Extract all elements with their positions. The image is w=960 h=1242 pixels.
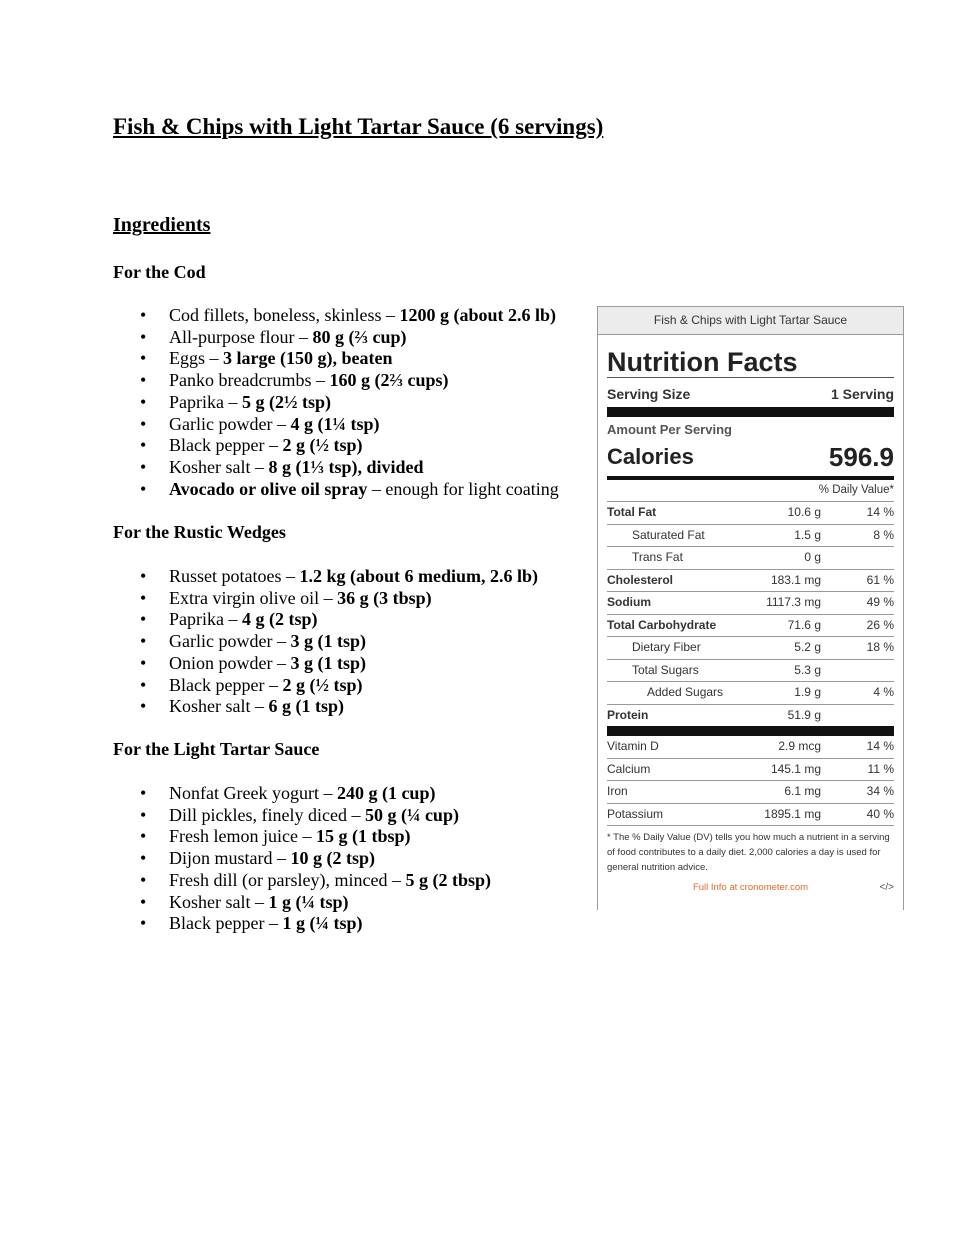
list-item — [113, 479, 593, 501]
ingredient-name: Kosher salt — [169, 456, 251, 477]
nutrient-name: Trans Fat — [632, 550, 683, 564]
list-item — [113, 913, 593, 935]
nutrient-row — [607, 681, 894, 704]
nutrition-facts-label — [597, 306, 904, 910]
vitamin-amount: 145.1 mg — [770, 761, 821, 776]
vitamin-amount: 6.1 mg — [784, 784, 821, 798]
vitamin-daily-value: 40 % — [866, 806, 894, 821]
separator: – — [250, 456, 269, 477]
nutrient-daily-value: 4 % — [873, 685, 894, 699]
ingredient-name: Cod fillets, boneless, skinless — [169, 305, 382, 325]
ingredient-quantity: 2 g (½ tsp) — [282, 435, 363, 456]
nutrient-name: Total Carbohydrate — [607, 617, 717, 632]
section-heading-cod: For the Cod — [113, 262, 206, 282]
full-info-row — [607, 882, 894, 893]
list-item — [113, 457, 593, 479]
nutrient-row — [607, 501, 894, 524]
ingredient-quantity: 1 g (¼ tsp) — [282, 913, 363, 934]
vitamin-name: Vitamin D — [607, 739, 659, 753]
ingredient-quantity: 80 g (⅔ cup) — [312, 326, 407, 347]
ingredient-name: Nonfat Greek yogurt — [169, 783, 319, 803]
separator: – — [281, 566, 300, 586]
thick-divider — [607, 407, 894, 417]
ingredient-name: Extra virgin olive oil — [169, 587, 320, 608]
ingredients-heading: Ingredients — [113, 214, 211, 236]
nutrient-name: Sodium — [607, 595, 651, 609]
ingredient-name: Kosher salt — [169, 696, 251, 717]
ingredient-quantity: 3 g (1 tsp) — [290, 631, 366, 652]
list-item — [113, 805, 593, 827]
nutrient-row — [607, 636, 894, 659]
nutrient-amount: 1.5 g — [794, 527, 821, 542]
nutrient-row — [607, 704, 894, 727]
list-item — [113, 696, 593, 718]
vitamin-row — [607, 803, 894, 826]
section-heading-tartar: For the Light Tartar Sauce — [113, 739, 320, 759]
list-item — [113, 566, 593, 588]
calories-value: 596.9 — [828, 441, 894, 472]
ingredient-name: Fresh lemon juice — [169, 826, 298, 847]
list-item — [113, 588, 593, 610]
separator: – — [250, 891, 269, 912]
nutrient-daily-value: 61 % — [866, 572, 894, 587]
vitamin-daily-value: 14 % — [866, 739, 894, 753]
separator: – — [205, 348, 223, 369]
nutrient-amount: 1117.3 mg — [766, 595, 821, 609]
separator: – — [272, 631, 291, 652]
nutrient-amount: 5.3 g — [794, 662, 821, 677]
nutrient-name: Added Sugars — [647, 685, 724, 699]
serving-size-value: 1 Serving — [830, 386, 894, 402]
ingredient-name: Black pepper — [169, 674, 265, 695]
separator: – — [346, 804, 365, 825]
nutrient-amount: 10.6 g — [787, 505, 821, 519]
vitamin-amount: 1895.1 mg — [764, 806, 821, 821]
ingredient-name: Kosher salt — [169, 891, 251, 912]
separator: – — [250, 696, 269, 717]
list-item — [113, 348, 593, 370]
ingredient-quantity: 1.2 kg (about 6 medium, 2.6 lb) — [299, 566, 539, 586]
amount-per-serving: Amount Per Serving — [607, 422, 732, 437]
separator: – — [311, 370, 330, 391]
separator: – — [223, 391, 242, 412]
ingredient-quantity: 160 g (2⅔ cups) — [329, 370, 449, 391]
separator: – — [264, 913, 283, 934]
ingredient-quantity: 50 g (¼ cup) — [364, 804, 459, 825]
ingredient-name: All-purpose flour — [169, 326, 295, 347]
ingredient-quantity: 10 g (2 tsp) — [290, 848, 375, 869]
ingredient-quantity: 6 g (1 tsp) — [268, 696, 344, 717]
ingredient-quantity: 1200 g (about 2.6 lb) — [399, 305, 557, 325]
nutrient-row — [607, 591, 894, 614]
ingredient-name: Fresh dill (or parsley), minced — [169, 869, 388, 890]
nutrient-amount: 51.9 g — [787, 707, 821, 722]
nutrient-row — [607, 659, 894, 682]
nutrient-name: Total Fat — [607, 505, 657, 519]
list-item — [113, 892, 593, 914]
calories-label: Calories — [607, 444, 694, 469]
list-item — [113, 327, 593, 349]
separator: – — [319, 587, 338, 608]
separator: – — [272, 413, 291, 434]
nutrient-amount: 71.6 g — [787, 617, 821, 632]
list-item — [113, 435, 593, 457]
ingredient-name: Paprika — [169, 609, 224, 630]
divider — [607, 377, 894, 378]
separator: – — [387, 869, 406, 890]
separator: – — [318, 783, 337, 803]
vitamin-rows — [607, 736, 894, 825]
separator: – — [223, 609, 242, 630]
vitamin-row — [607, 780, 894, 803]
nutrient-amount: 1.9 g — [794, 685, 821, 699]
nutrient-rows — [607, 501, 894, 726]
nutrient-name: Saturated Fat — [632, 527, 705, 542]
separator: – — [264, 435, 283, 456]
separator: – — [297, 826, 316, 847]
ingredient-quantity: 15 g (1 tbsp) — [315, 826, 411, 847]
vitamin-amount: 2.9 mcg — [778, 739, 821, 753]
nutrient-daily-value: 8 % — [873, 527, 894, 542]
nutrient-row — [607, 524, 894, 547]
daily-value-footnote: * The % Daily Value (DV) tells you how much a nutrient in a serving of food contributes to a daily diet. 2,000 calories a day is used for general nutrition advice. — [607, 825, 894, 875]
recipe-title: Fish & Chips with Light Tartar Sauce (6 servings) — [113, 114, 604, 139]
tartar-ingredient-list — [113, 783, 593, 935]
vitamin-name: Calcium — [607, 761, 651, 776]
ingredient-name: Onion powder — [169, 652, 273, 673]
ingredient-quantity: 2 g (½ tsp) — [282, 674, 363, 695]
list-item — [113, 870, 593, 892]
list-item — [113, 392, 593, 414]
ingredient-quantity: 4 g (1¼ tsp) — [290, 413, 380, 434]
separator: – — [294, 326, 313, 347]
nutrient-name: Total Sugars — [632, 662, 699, 677]
serving-size-row — [607, 382, 894, 407]
vitamin-daily-value: 34 % — [866, 784, 894, 798]
vitamin-name: Iron — [607, 784, 628, 798]
ingredient-name: Eggs — [169, 348, 205, 369]
ingredient-quantity: 8 g (1⅓ tsp), divided — [268, 456, 424, 477]
ingredient-name: Avocado or olive oil spray — [169, 478, 368, 499]
nutrient-amount: 5.2 g — [794, 640, 821, 654]
nutrient-row — [607, 614, 894, 637]
nutrient-daily-value: 49 % — [866, 595, 894, 609]
list-item — [113, 609, 593, 631]
ingredient-name: Black pepper — [169, 435, 265, 456]
separator: – — [272, 848, 291, 869]
ingredient-name: Garlic powder — [169, 631, 273, 652]
list-item — [113, 305, 593, 327]
list-item — [113, 675, 593, 697]
ingredient-name: Dijon mustard — [169, 848, 273, 869]
ingredient-name: Paprika — [169, 391, 224, 412]
nutrient-name: Protein — [607, 707, 649, 722]
ingredient-quantity: 240 g (1 cup) — [336, 783, 436, 803]
nutrient-daily-value: 14 % — [866, 505, 894, 519]
nutrient-amount: 0 g — [804, 550, 821, 564]
ingredient-quantity: 36 g (3 tbsp) — [337, 587, 432, 608]
list-item — [113, 783, 593, 805]
full-info-link[interactable]: Full Info at cronometer.com — [692, 882, 809, 893]
nutrition-recipe-name: Fish & Chips with Light Tartar Sauce — [598, 307, 903, 335]
ingredient-name: Panko breadcrumbs — [169, 370, 312, 391]
ingredient-quantity: – enough for light coating — [367, 478, 559, 499]
cod-ingredient-list — [113, 305, 593, 500]
ingredient-name: Black pepper — [169, 913, 265, 934]
nutrition-facts-heading: Nutrition Facts — [607, 347, 798, 377]
list-item — [113, 653, 593, 675]
serving-size-label: Serving Size — [607, 386, 691, 402]
ingredient-quantity: 1 g (¼ tsp) — [268, 891, 349, 912]
ingredient-quantity: 4 g (2 tsp) — [241, 609, 318, 630]
ingredient-quantity: 3 g (1 tsp) — [290, 652, 366, 673]
nutrient-daily-value: 26 % — [866, 617, 894, 632]
list-item — [113, 848, 593, 870]
ingredient-quantity: 5 g (2½ tsp) — [241, 391, 331, 412]
ingredient-name: Dill pickles, finely diced — [169, 804, 347, 825]
calories-row — [607, 438, 894, 476]
list-item — [113, 414, 593, 436]
vitamin-daily-value: 11 % — [867, 761, 894, 776]
list-item — [113, 631, 593, 653]
ingredient-name: Garlic powder — [169, 413, 273, 434]
daily-value-header: % Daily Value* — [818, 484, 894, 496]
thick-divider — [607, 726, 894, 736]
nutrient-row — [607, 546, 894, 569]
list-item — [113, 826, 593, 848]
nutrient-row — [607, 569, 894, 592]
separator: – — [272, 652, 291, 673]
nutrient-daily-value: 18 % — [866, 640, 894, 654]
nutrient-name: Dietary Fiber — [632, 640, 701, 654]
nutrient-amount: 183.1 mg — [770, 572, 821, 587]
vitamin-row — [607, 736, 894, 758]
separator: – — [381, 305, 400, 325]
ingredient-quantity: 5 g (2 tbsp) — [405, 869, 491, 890]
vitamin-name: Potassium — [607, 806, 664, 821]
separator: – — [264, 674, 283, 695]
vitamin-row — [607, 758, 894, 781]
ingredient-name: Russet potatoes — [169, 566, 282, 586]
embed-code-icon[interactable]: </> — [879, 882, 894, 893]
nutrient-name: Cholesterol — [607, 572, 674, 587]
ingredient-quantity: 3 large (150 g), beaten — [223, 348, 393, 369]
wedges-ingredient-list — [113, 566, 593, 718]
list-item — [113, 370, 593, 392]
section-heading-wedges: For the Rustic Wedges — [113, 522, 286, 542]
